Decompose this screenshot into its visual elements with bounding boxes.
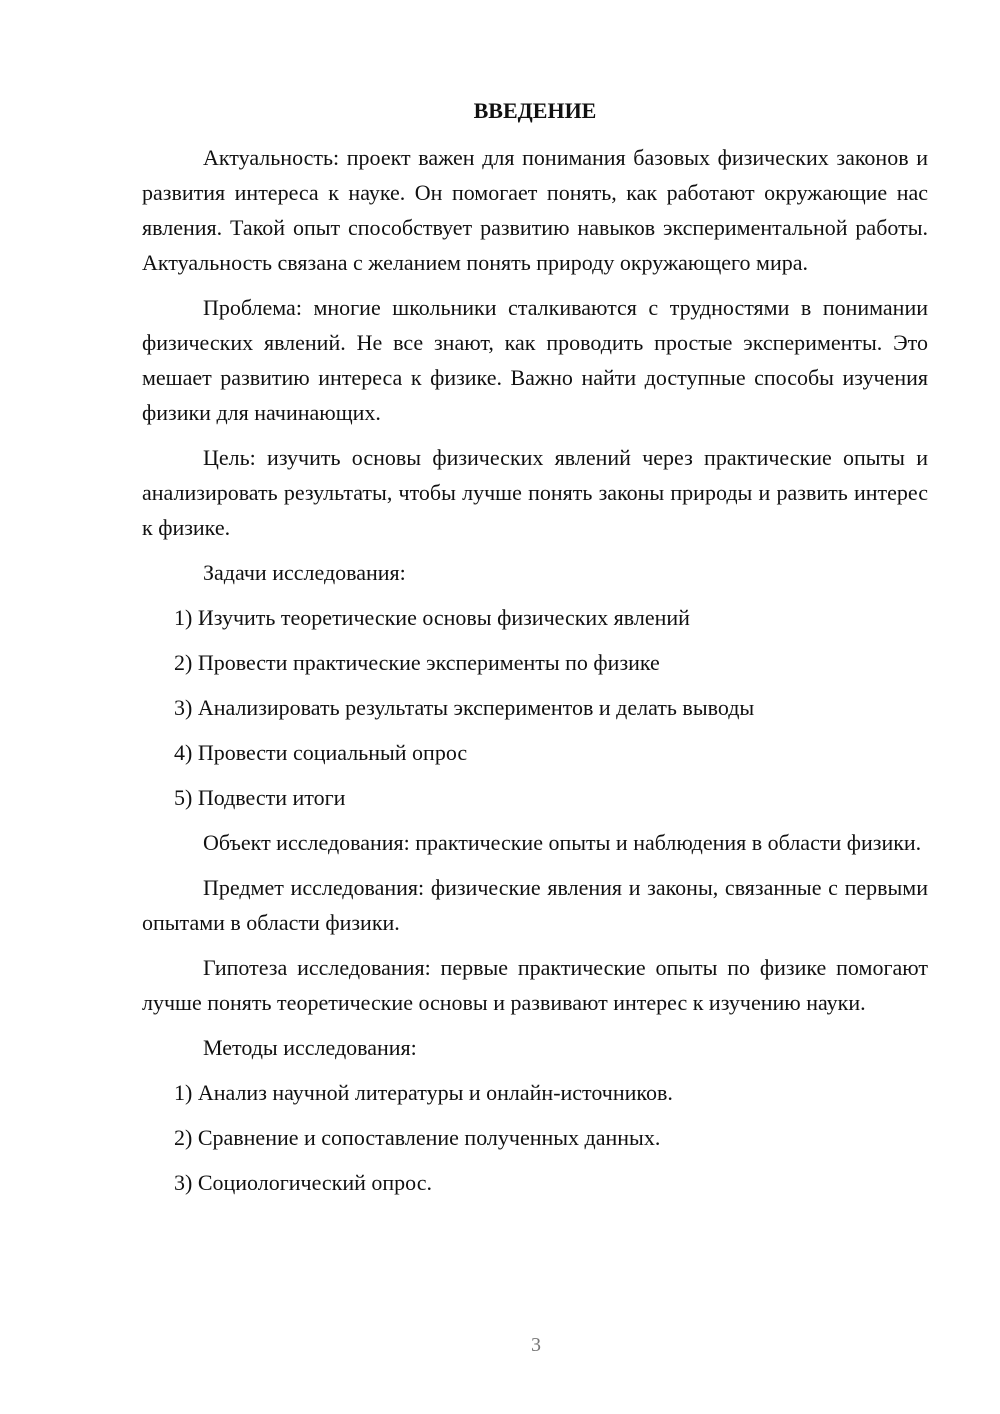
task-item: 5) Подвести итоги xyxy=(174,785,346,810)
section-heading: ВВЕДЕНИЕ xyxy=(473,98,597,123)
subject-paragraph: Предмет исследования: физические явления и законы, связанные с первыми опытами в области физики. xyxy=(142,875,928,935)
methods-title: Методы исследования: xyxy=(203,1035,417,1060)
page-number: 3 xyxy=(531,1334,541,1356)
method-item: 1) Анализ научной литературы и онлайн-источников. xyxy=(174,1080,673,1105)
tasks-title: Задачи исследования: xyxy=(203,560,406,585)
task-item: 2) Провести практические эксперименты по физике xyxy=(174,650,660,675)
goal-paragraph: Цель: изучить основы физических явлений через практические опыты и анализировать результаты, чтобы лучше понять законы природы и развить интерес к физике. xyxy=(142,445,928,540)
object-paragraph: Объект исследования: практические опыты и наблюдения в области физики. xyxy=(203,830,922,855)
task-item: 1) Изучить теоретические основы физических явлений xyxy=(174,605,690,630)
method-item: 2) Сравнение и сопоставление полученных данных. xyxy=(174,1125,661,1150)
task-item: 4) Провести социальный опрос xyxy=(174,740,468,765)
document-page xyxy=(142,96,928,1210)
problem-paragraph: Проблема: многие школьники сталкиваются с трудностями в понимании физических явлений. Не все знают, как проводить простые эксперименты. Это мешает развитию интереса к физике. Важно найти доступные способы изучения физики для начинающих. xyxy=(142,295,928,425)
hypothesis-paragraph: Гипотеза исследования: первые практические опыты по физике помогают лучше понять теоретические основы и развивают интерес к изучению науки. xyxy=(142,955,928,1015)
method-item: 3) Социологический опрос. xyxy=(174,1170,432,1195)
relevance-paragraph: Актуальность: проект важен для понимания базовых физических законов и развития интереса к науке. Он помогает понять, как работают окружающие нас явления. Такой опыт способствует развитию навыков экспериментальной работы. Актуальность связана с желанием понять природу окружающего мира. xyxy=(142,145,928,275)
task-item: 3) Анализировать результаты экспериментов и делать выводы xyxy=(174,695,755,720)
